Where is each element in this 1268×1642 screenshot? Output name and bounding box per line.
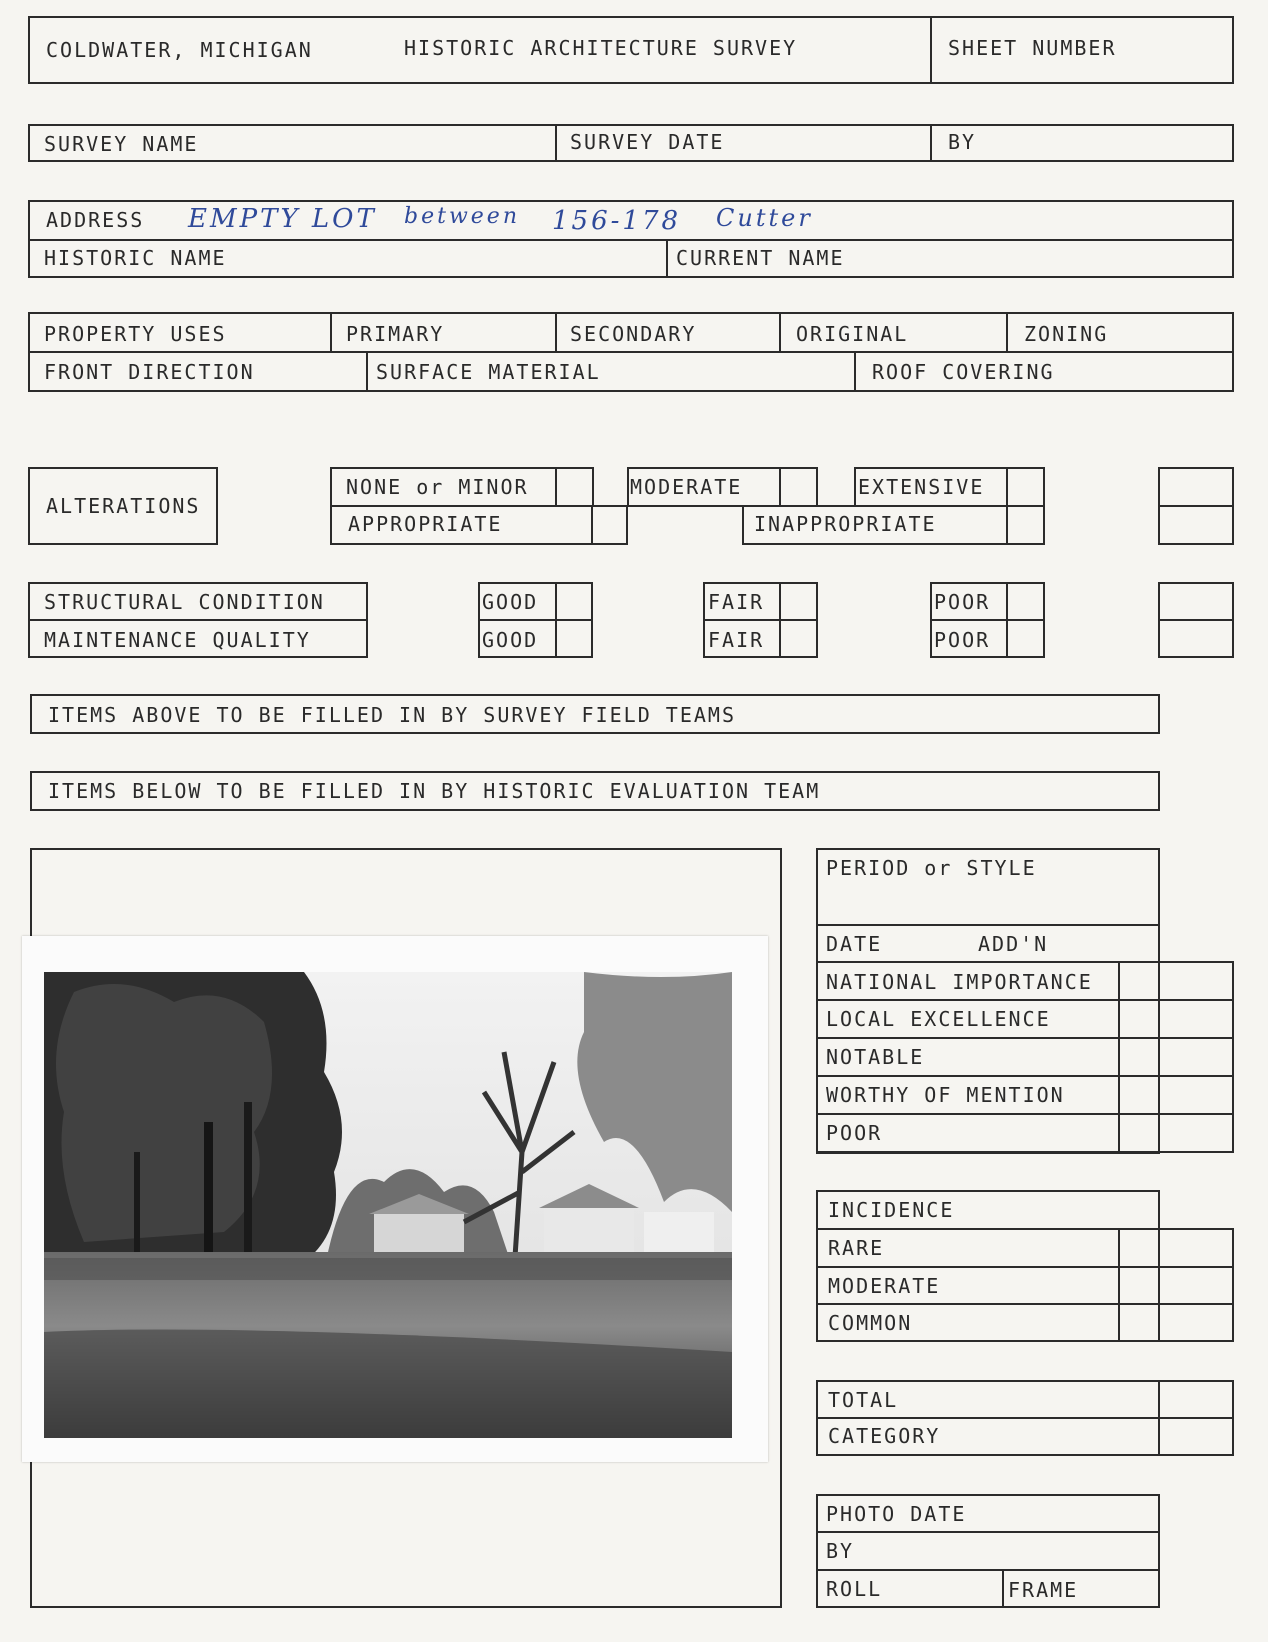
maintenance-good-label: GOOD <box>482 628 539 652</box>
survey-date-label: SURVEY DATE <box>570 130 725 154</box>
city-label: COLDWATER, MICHIGAN <box>46 38 313 62</box>
local-excellence-label: LOCAL EXCELLENCE <box>826 1007 1051 1031</box>
note-above: ITEMS ABOVE TO BE FILLED IN BY SURVEY FIELD TEAMS <box>48 703 737 727</box>
incidence-moderate-label: MODERATE <box>828 1274 941 1298</box>
photo-by-label: BY <box>826 1539 855 1563</box>
survey-title: HISTORIC ARCHITECTURE SURVEY <box>404 36 798 60</box>
structural-good-label: GOOD <box>482 590 539 614</box>
property-uses-label: PROPERTY USES <box>44 322 227 346</box>
rare-label: RARE <box>828 1236 885 1260</box>
address-value-4: Cutter <box>716 204 813 232</box>
original-label: ORIGINAL <box>796 322 909 346</box>
secondary-label: SECONDARY <box>570 322 697 346</box>
surface-material-label: SURFACE MATERIAL <box>376 360 601 384</box>
worthy-of-mention-label: WORTHY OF MENTION <box>826 1083 1065 1107</box>
zoning-label: ZONING <box>1024 322 1109 346</box>
survey-by-label: BY <box>948 130 977 154</box>
period-style-label: PERIOD or STYLE <box>826 856 1037 880</box>
address-label: ADDRESS <box>46 208 145 232</box>
photo-mount <box>22 936 768 1462</box>
evaluation-poor-label: POOR <box>826 1121 883 1145</box>
frame-label: FRAME <box>1008 1578 1079 1602</box>
date-label: DATE <box>826 932 883 956</box>
incidence-label: INCIDENCE <box>828 1198 955 1222</box>
maintenance-fair-label: FAIR <box>708 628 765 652</box>
addn-label: ADD'N <box>978 932 1049 956</box>
none-minor-label: NONE or MINOR <box>346 475 529 499</box>
structural-fair-label: FAIR <box>708 590 765 614</box>
evaluation-box <box>816 848 1160 1154</box>
address-value-2: between <box>404 204 520 229</box>
extensive-label: EXTENSIVE <box>858 475 985 499</box>
photo-date-label: PHOTO DATE <box>826 1502 967 1526</box>
total-label: TOTAL <box>828 1388 899 1412</box>
maintenance-poor-label: POOR <box>934 628 991 652</box>
historic-name-label: HISTORIC NAME <box>44 246 227 270</box>
photo-landscape-trees-lawn-icon <box>44 972 732 1438</box>
current-name-label: CURRENT NAME <box>676 246 845 270</box>
category-label: CATEGORY <box>828 1424 941 1448</box>
structural-condition-label: STRUCTURAL CONDITION <box>44 590 325 614</box>
address-value-1: EMPTY LOT <box>188 204 377 234</box>
roll-label: ROLL <box>826 1577 883 1601</box>
appropriate-label: APPROPRIATE <box>348 512 503 536</box>
structural-poor-label: POOR <box>934 590 991 614</box>
inappropriate-label: INAPPROPRIATE <box>754 512 937 536</box>
front-direction-label: FRONT DIRECTION <box>44 360 255 384</box>
note-below: ITEMS BELOW TO BE FILLED IN BY HISTORIC EVALUATION TEAM <box>48 779 821 803</box>
common-label: COMMON <box>828 1311 913 1335</box>
maintenance-quality-label: MAINTENANCE QUALITY <box>44 628 311 652</box>
sheet-number-label: SHEET NUMBER <box>948 36 1117 60</box>
primary-label: PRIMARY <box>346 322 445 346</box>
national-importance-label: NATIONAL IMPORTANCE <box>826 970 1093 994</box>
moderate-label: MODERATE <box>630 475 743 499</box>
roof-covering-label: ROOF COVERING <box>872 360 1055 384</box>
address-value-3: 156-178 <box>552 206 682 236</box>
survey-name-label: SURVEY NAME <box>44 132 199 156</box>
notable-label: NOTABLE <box>826 1045 925 1069</box>
alterations-label: ALTERATIONS <box>46 494 201 518</box>
